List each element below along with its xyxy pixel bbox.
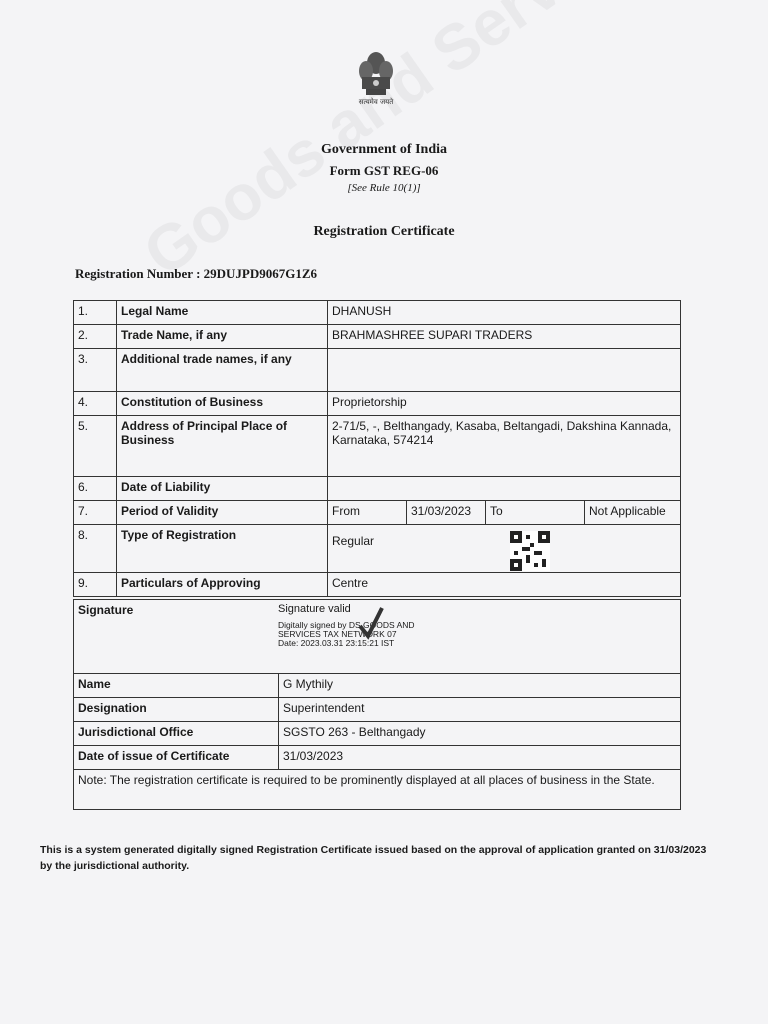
- signature-line-2: SERVICES TAX NETWORK 07: [278, 629, 397, 639]
- form-heading: Form GST REG-06: [329, 163, 439, 178]
- row-number: 1.: [74, 301, 117, 325]
- table-row: [74, 349, 681, 392]
- table-row: [74, 722, 681, 746]
- row-value: [328, 525, 681, 573]
- row-number: 3.: [74, 349, 117, 392]
- row-value: Proprietorship: [328, 392, 681, 416]
- from-value: 31/03/2023: [407, 501, 486, 525]
- signature-line-1: Digitally signed by DS GOODS AND: [278, 620, 415, 630]
- row-number: 8.: [74, 525, 117, 573]
- to-label: To: [486, 501, 585, 525]
- signature-verified-tick-icon: [356, 604, 386, 644]
- row-label: Legal Name: [117, 301, 328, 325]
- designation-value: Superintendent: [279, 698, 681, 722]
- details-table: [73, 300, 681, 597]
- row-number: 2.: [74, 325, 117, 349]
- registration-number: Registration Number : 29DUJPD9067G1Z6: [75, 266, 318, 281]
- note-row: [74, 770, 681, 810]
- table-row: [74, 674, 681, 698]
- row-value: [328, 349, 681, 392]
- row-label: Trade Name, if any: [117, 325, 328, 349]
- page-title: Registration Certificate: [313, 224, 455, 239]
- row-number: 7.: [74, 501, 117, 525]
- table-row: [74, 698, 681, 722]
- issue-date-value: 31/03/2023: [279, 746, 681, 770]
- issue-date-label: Date of issue of Certificate: [74, 746, 279, 770]
- row-label: Date of Liability: [117, 477, 328, 501]
- row-label: Additional trade names, if any: [117, 349, 328, 392]
- table-row: [74, 477, 681, 501]
- row-label: Type of Registration: [117, 525, 328, 573]
- designation-label: Designation: [74, 698, 279, 722]
- government-heading: Government of India: [321, 142, 447, 157]
- row-value: 2-71/5, -, Belthangady, Kasaba, Beltangadi, Dakshina Kannada, Karnataka, 574214: [328, 416, 681, 477]
- row-number: 6.: [74, 477, 117, 501]
- from-label: From: [328, 501, 407, 525]
- signature-label: Signature: [78, 603, 134, 617]
- table-row: [74, 746, 681, 770]
- row-number: 5.: [74, 416, 117, 477]
- qr-code-icon: [510, 531, 550, 571]
- registration-type: Regular: [332, 534, 375, 548]
- table-row: [74, 325, 681, 349]
- table-row: [74, 525, 681, 573]
- office-label: Jurisdictional Office: [74, 722, 279, 746]
- row-label: Period of Validity: [117, 501, 328, 525]
- table-row: [74, 301, 681, 325]
- row-value: DHANUSH: [328, 301, 681, 325]
- row-value: [328, 477, 681, 501]
- emblem-motto: सत्यमेव जयते: [358, 98, 394, 106]
- table-row: [74, 573, 681, 597]
- footnote: This is a system generated digitally signed Registration Certificate issued based on the approval of application granted on 31/03/2023 by the jurisdictional authority.: [40, 844, 707, 872]
- row-number: 9.: [74, 573, 117, 597]
- office-value: SGSTO 263 - Belthangady: [279, 722, 681, 746]
- rule-reference: [See Rule 10(1)]: [347, 182, 421, 194]
- to-value: Not Applicable: [585, 501, 681, 525]
- name-label: Name: [74, 674, 279, 698]
- row-label: Particulars of Approving: [117, 573, 328, 597]
- row-value: Centre: [328, 573, 681, 597]
- note-text: Note: The registration certificate is required to be prominently displayed at all places of business in the State.: [74, 770, 681, 810]
- signature-valid: Signature valid: [278, 603, 351, 615]
- row-value: BRAHMASHREE SUPARI TRADERS: [328, 325, 681, 349]
- row-label: Address of Principal Place of Business: [117, 416, 328, 477]
- name-value: G Mythily: [279, 674, 681, 698]
- table-row: [74, 416, 681, 477]
- signature-line-3: Date: 2023.03.31 23:15:21 IST: [278, 638, 395, 648]
- table-row: [74, 392, 681, 416]
- table-row: [74, 501, 681, 525]
- row-label: Constitution of Business: [117, 392, 328, 416]
- row-number: 4.: [74, 392, 117, 416]
